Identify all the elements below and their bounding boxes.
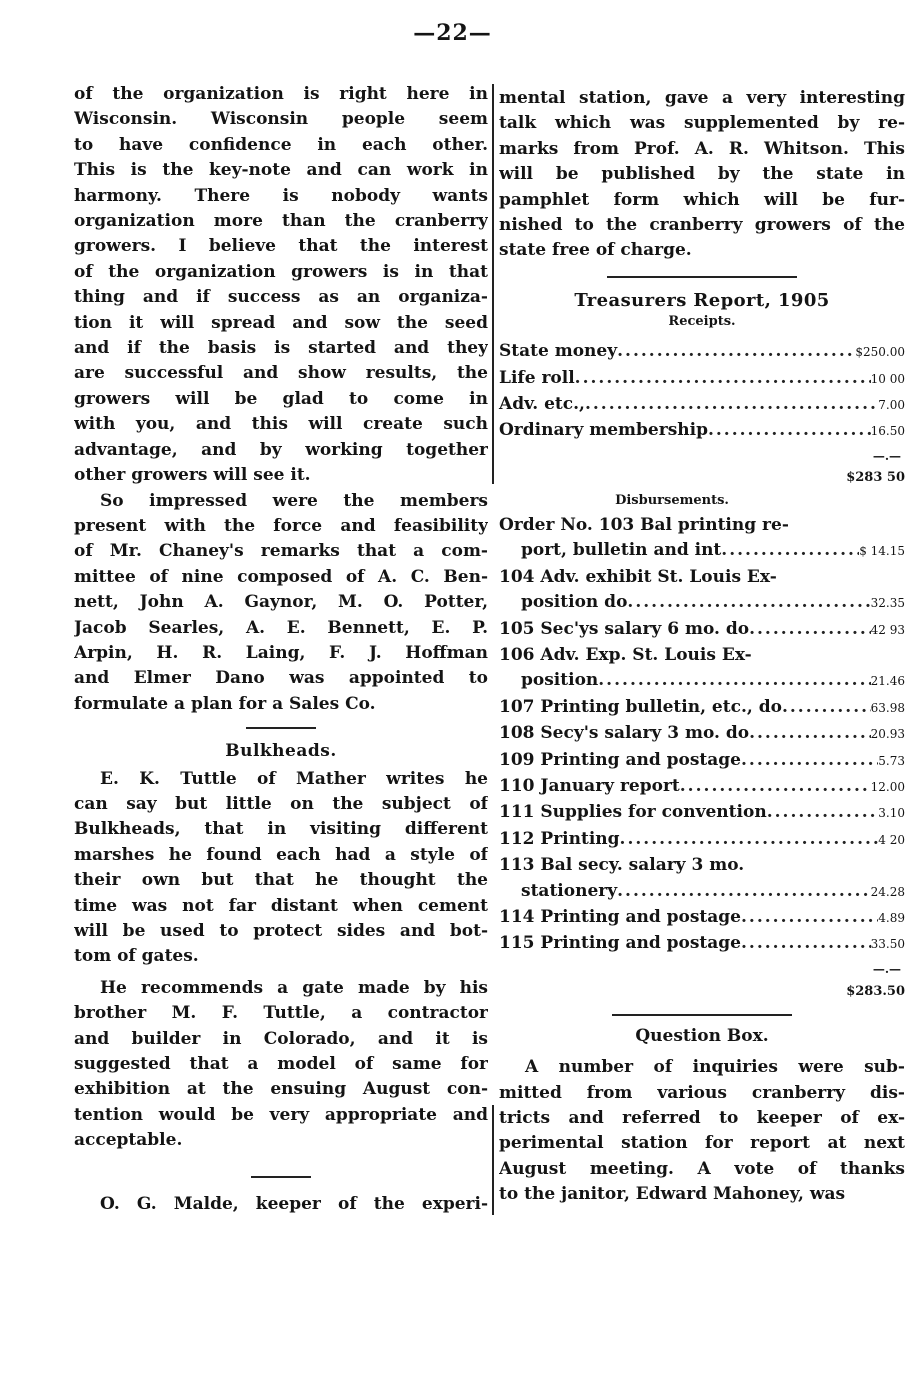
paragraph-organization bbox=[74, 82, 488, 489]
ledger-label: port, bulletin and int bbox=[521, 540, 722, 561]
text-line: will be used to protect sides and bot- bbox=[74, 921, 488, 941]
receipts-total: $283 50 bbox=[846, 469, 905, 485]
ledger-label: Ordinary membership bbox=[499, 420, 708, 441]
paragraph-malde: O. G. Malde, keeper of the experi- bbox=[100, 1193, 488, 1214]
paragraph-experimental-station bbox=[499, 86, 905, 264]
ledger-amount: 32.35 bbox=[870, 596, 905, 611]
receipts-heading: Receipts. bbox=[668, 314, 736, 330]
text-line: tricts and referred to keeper of ex- bbox=[499, 1108, 905, 1128]
ledger-amount: 4.89 bbox=[878, 910, 905, 925]
text-line: their own but that he thought the bbox=[74, 870, 488, 891]
ledger-row bbox=[499, 827, 905, 853]
paragraph-committee bbox=[74, 489, 488, 718]
column-rule-bottom bbox=[492, 1105, 494, 1215]
ledger-label: 115 Printing and postage bbox=[499, 933, 741, 954]
text-line: growers will be glad to come in bbox=[74, 388, 488, 409]
ledger-label: stationery bbox=[521, 880, 618, 901]
text-line: E. K. Tuttle of Mather writes he bbox=[100, 768, 488, 789]
text-line: can say but little on the subject of bbox=[74, 793, 488, 814]
leader-dots bbox=[749, 617, 871, 642]
leader-dots bbox=[741, 905, 878, 930]
leader-dots bbox=[617, 339, 855, 364]
text-line: tom of gates. bbox=[74, 946, 199, 967]
ledger-row bbox=[499, 617, 905, 643]
ledger-amount: 42 93 bbox=[870, 622, 905, 637]
text-line: Jacob Searles, A. E. Bennett, E. P. bbox=[74, 617, 488, 638]
text-line: marks from Prof. A. R. Whitson. This bbox=[499, 138, 905, 159]
text-line: mental station, gave a very interesting bbox=[499, 88, 905, 108]
leader-dots bbox=[585, 392, 878, 417]
paragraph-gate bbox=[74, 976, 488, 1154]
ledger-label: 110 January report bbox=[499, 775, 680, 796]
text-line: present with the force and feasibility bbox=[74, 515, 488, 536]
text-line: talk which was supplemented by re- bbox=[499, 113, 905, 134]
text-line: time was not far distant when cement bbox=[74, 895, 488, 916]
receipts-dash: —.— bbox=[872, 448, 901, 463]
ledger-amount: 5.73 bbox=[878, 753, 905, 768]
ledger-row bbox=[499, 774, 905, 800]
text-line: So impressed were the members bbox=[100, 490, 488, 511]
text-line: organization more than the cranberry bbox=[74, 211, 488, 232]
ledger-row bbox=[499, 748, 905, 774]
ledger-amount: 10 00 bbox=[870, 371, 905, 386]
text-line: are successful and show results, the bbox=[74, 363, 488, 384]
text-line: with you, and this will create such bbox=[74, 414, 488, 435]
ledger-row bbox=[499, 339, 905, 365]
ledger-row bbox=[499, 538, 905, 564]
leader-dots bbox=[680, 774, 871, 799]
ledger-label: position bbox=[521, 670, 599, 691]
ledger-first-line: 104 Adv. exhibit St. Louis Ex- bbox=[499, 566, 777, 587]
text-line: other growers will see it. bbox=[74, 465, 311, 486]
ledger-amount: 12.00 bbox=[870, 779, 905, 794]
ledger-label: 114 Printing and postage bbox=[499, 906, 741, 927]
treasurer-report-heading: Treasurers Report, 1905 bbox=[574, 289, 830, 311]
ledger-amount: 7.00 bbox=[878, 398, 905, 413]
leader-dots bbox=[627, 590, 870, 615]
ledger-amount: 24.28 bbox=[870, 884, 905, 899]
ledger-row bbox=[499, 366, 905, 392]
ledger-row bbox=[499, 590, 905, 616]
ledger-row bbox=[499, 721, 905, 747]
text-line: brother M. F. Tuttle, a contractor bbox=[74, 1003, 488, 1024]
text-line: tion it will spread and sow the seed bbox=[74, 312, 488, 333]
ledger-label: 108 Secy's salary 3 mo. do bbox=[499, 723, 750, 744]
text-line: Bulkheads, that in visiting different bbox=[74, 819, 488, 840]
text-line: acceptable. bbox=[74, 1130, 183, 1151]
text-line: will be published by the state in bbox=[499, 164, 905, 185]
text-line: A number of inquiries were sub- bbox=[525, 1057, 905, 1078]
ledger-label: 112 Printing bbox=[499, 828, 620, 849]
ledger-row bbox=[499, 905, 905, 931]
ledger-label: Life roll bbox=[499, 367, 575, 388]
text-line: suggested that a model of same for bbox=[74, 1054, 488, 1075]
leader-dots bbox=[741, 931, 871, 956]
leader-dots bbox=[598, 668, 870, 693]
text-line: He recommends a gate made by his bbox=[100, 977, 488, 998]
leader-dots bbox=[767, 800, 879, 825]
text-line: perimental station for report at next bbox=[499, 1133, 905, 1154]
leader-dots bbox=[620, 827, 879, 852]
ledger-row bbox=[499, 668, 905, 694]
ledger-first-line: Order No. 103 Bal printing re- bbox=[499, 514, 789, 535]
text-line: to the janitor, Edward Mahoney, was bbox=[499, 1184, 846, 1205]
paragraph-question-box bbox=[499, 1055, 905, 1207]
text-line: This is the key-note and can work in bbox=[74, 160, 488, 181]
leader-dots bbox=[782, 695, 871, 720]
text-line: mitted from various cranberry dis- bbox=[499, 1082, 905, 1103]
ledger-label: 107 Printing bulletin, etc., do bbox=[499, 696, 782, 717]
disbursements-list bbox=[499, 513, 905, 958]
ledger-label: 105 Sec'ys salary 6 mo. do bbox=[499, 618, 750, 639]
text-line: state free of charge. bbox=[499, 240, 692, 261]
text-line: tention would be very appropriate and bbox=[74, 1104, 488, 1125]
text-line: exhibition at the ensuing August con- bbox=[74, 1079, 488, 1100]
ledger-amount: 16.50 bbox=[870, 424, 905, 439]
text-line: formulate a plan for a Sales Co. bbox=[74, 693, 376, 714]
paragraph-bulkheads bbox=[74, 767, 488, 970]
column-rule-top bbox=[492, 84, 494, 484]
ledger-row bbox=[499, 800, 905, 826]
ledger-row bbox=[499, 879, 905, 905]
text-line: advantage, and by working together bbox=[74, 439, 488, 460]
text-line: growers. I believe that the interest bbox=[74, 236, 488, 257]
leader-dots bbox=[708, 418, 871, 443]
ledger-row bbox=[499, 931, 905, 957]
bulkheads-heading: Bulkheads. bbox=[225, 741, 337, 762]
text-line: Wisconsin. Wisconsin people seem bbox=[74, 109, 488, 130]
ledger-amount: 4 20 bbox=[878, 832, 905, 847]
text-line: of the organization growers is in that bbox=[74, 261, 488, 282]
text-line: thing and if success as an organiza- bbox=[74, 287, 488, 308]
receipts-list bbox=[499, 339, 905, 445]
disbursements-total: $283.50 bbox=[846, 983, 905, 999]
text-line: marshes he found each had a style of bbox=[74, 844, 488, 865]
text-line: to have confidence in each other. bbox=[74, 134, 488, 155]
leader-dots bbox=[617, 879, 871, 904]
page-number: —22— bbox=[413, 20, 492, 46]
text-line: mittee of nine composed of A. C. Ben- bbox=[74, 566, 488, 587]
ledger-label: 109 Printing and postage bbox=[499, 749, 741, 770]
text-line: of the organization is right here in bbox=[74, 84, 488, 104]
text-line: nett, John A. Gaynor, M. O. Potter, bbox=[74, 592, 488, 613]
ledger-row bbox=[499, 392, 905, 418]
ledger-label: position do bbox=[521, 592, 628, 613]
ledger-amount: 3.10 bbox=[878, 806, 905, 821]
left-column bbox=[74, 82, 488, 1217]
leader-dots bbox=[721, 538, 859, 563]
text-line: pamphlet form which will be fur- bbox=[499, 189, 905, 210]
ledger-label: 111 Supplies for convention bbox=[499, 802, 767, 823]
leader-dots bbox=[741, 748, 878, 773]
disbursements-dash: —.— bbox=[872, 961, 901, 976]
ledger-amount: $250.00 bbox=[855, 345, 905, 360]
ledger-amount: 63.98 bbox=[870, 700, 905, 715]
text-line: nished to the cranberry growers of the bbox=[499, 215, 905, 236]
ledger-first-line: 113 Bal secy. salary 3 mo. bbox=[499, 855, 745, 876]
right-column bbox=[499, 86, 905, 1208]
ledger-label: Adv. etc., bbox=[499, 394, 585, 415]
leader-dots bbox=[575, 366, 871, 391]
leader-dots bbox=[749, 721, 871, 746]
text-line: and builder in Colorado, and it is bbox=[74, 1028, 488, 1049]
question-box-heading: Question Box. bbox=[635, 1025, 769, 1046]
disbursements-heading: Disbursements. bbox=[615, 492, 729, 508]
ledger-amount: $ 14.15 bbox=[859, 544, 905, 559]
ledger-first-line: 106 Adv. Exp. St. Louis Ex- bbox=[499, 644, 752, 665]
ledger-amount: 21.46 bbox=[870, 674, 905, 689]
ledger-label: State money bbox=[499, 341, 618, 362]
text-line: August meeting. A vote of thanks bbox=[499, 1158, 905, 1179]
text-line: and Elmer Dano was appointed to bbox=[74, 668, 488, 689]
text-line: Arpin, H. R. Laing, F. J. Hoffman bbox=[74, 642, 488, 663]
ledger-amount: 20.93 bbox=[870, 727, 905, 742]
text-line: harmony. There is nobody wants bbox=[74, 185, 488, 206]
ledger-row bbox=[499, 695, 905, 721]
text-line: of Mr. Chaney's remarks that a com- bbox=[74, 541, 488, 562]
ledger-row bbox=[499, 418, 905, 444]
text-line: and if the basis is started and they bbox=[74, 338, 488, 359]
ledger-amount: 33.50 bbox=[870, 937, 905, 952]
